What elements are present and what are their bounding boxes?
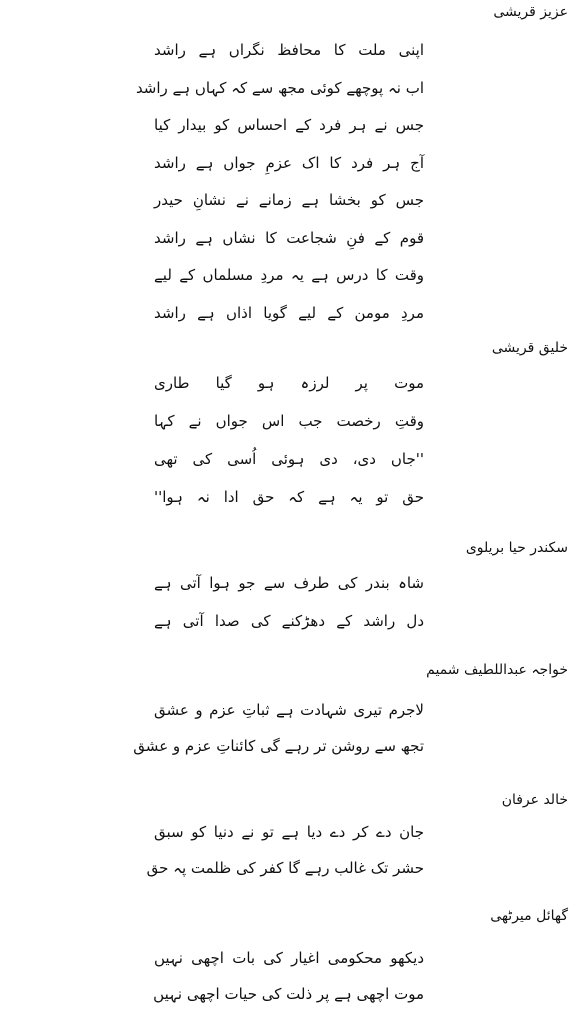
verse-line: حشر تک غالب رہے گا کفر کی ظلمت پہ حق — [146, 859, 424, 877]
verse-line: جس نے ہر فرد کے احساس کو بیدار کیا — [154, 116, 424, 134]
verse-line: تجھ سے روشن تر رہے گی کائناتِ عزم و عشق — [133, 737, 424, 755]
poet-name-sikandar-haya-barelvi: سکندر حیا بریلوی — [465, 540, 568, 556]
verse-line: وقتِ رخصت جب اس جواں نے کہا — [154, 412, 424, 430]
verse-line: قوم کے فنِ شجاعت کا نشاں ہے راشد — [154, 228, 424, 247]
verse-line: دیکھو محکومی اغیار کی بات اچھی نہیں — [154, 949, 424, 967]
verse-line: موت پر لرزہ ہو گیا طاری — [154, 374, 424, 392]
poet-name-khwaja-abdul-latif-shamim: خواجہ عبداللطیف شمیم — [426, 662, 568, 678]
verse-ghayal-meeruthi — [154, 940, 424, 1012]
verse-aziz-qureshi — [135, 32, 424, 332]
verse-line: وقت کا درس ہے یہ مردِ مسلماں کے لیے — [154, 266, 424, 284]
verse-line: لاجرم تیری شہادت ہے ثباتِ عزم و عشق — [154, 701, 424, 719]
verse-sikandar-haya-barelvi — [154, 564, 424, 640]
poet-name-khalid-irfan: خالد عرفان — [501, 792, 568, 808]
verse-line: جس کو بخشا ہے زمانے نے نشانِ حیدر — [154, 191, 424, 209]
verse-line: ''جاں دی، دی ہوئی اُسی کی تھی — [154, 450, 424, 468]
verse-line: آج ہر فرد کا اک عزمِ جواں ہے راشد — [154, 153, 424, 172]
verse-line: جان دے کر دے دیا ہے تو نے دنیا کو سبق — [154, 823, 424, 841]
poet-name-ghayal-meeruthi: گھائل میرٹھی — [490, 908, 568, 924]
verse-line: موت اچھی ہے پر ذلت کی حیات اچھی نہیں — [153, 985, 424, 1003]
verse-line: حق تو یہ ہے کہ حق ادا نہ ہوا'' — [154, 488, 424, 506]
verse-khaleeq-qureshi — [154, 364, 424, 516]
verse-line: اب نہ پوچھے کوئی مجھ سے کہ کہاں ہے راشد — [135, 78, 424, 97]
verse-line: شاہ بندر کی طرف سے جو ہوا آتی ہے — [154, 574, 424, 592]
verse-line: اپنی ملت کا محافظ نگراں ہے راشد — [154, 41, 424, 59]
verse-line: مردِ مومن کے لیے گویا اذاں ہے راشد — [154, 303, 424, 322]
verse-line: دل راشد کے دھڑکنے کی صدا آتی ہے — [154, 612, 424, 630]
verse-khwaja-abdul-latif-shamim — [133, 692, 424, 764]
poet-name-khaleeq-qureshi: خلیق قریشی — [491, 340, 568, 356]
verse-khalid-irfan — [146, 814, 424, 886]
poet-name-aziz-qureshi: عزیز قریشی — [493, 4, 568, 20]
